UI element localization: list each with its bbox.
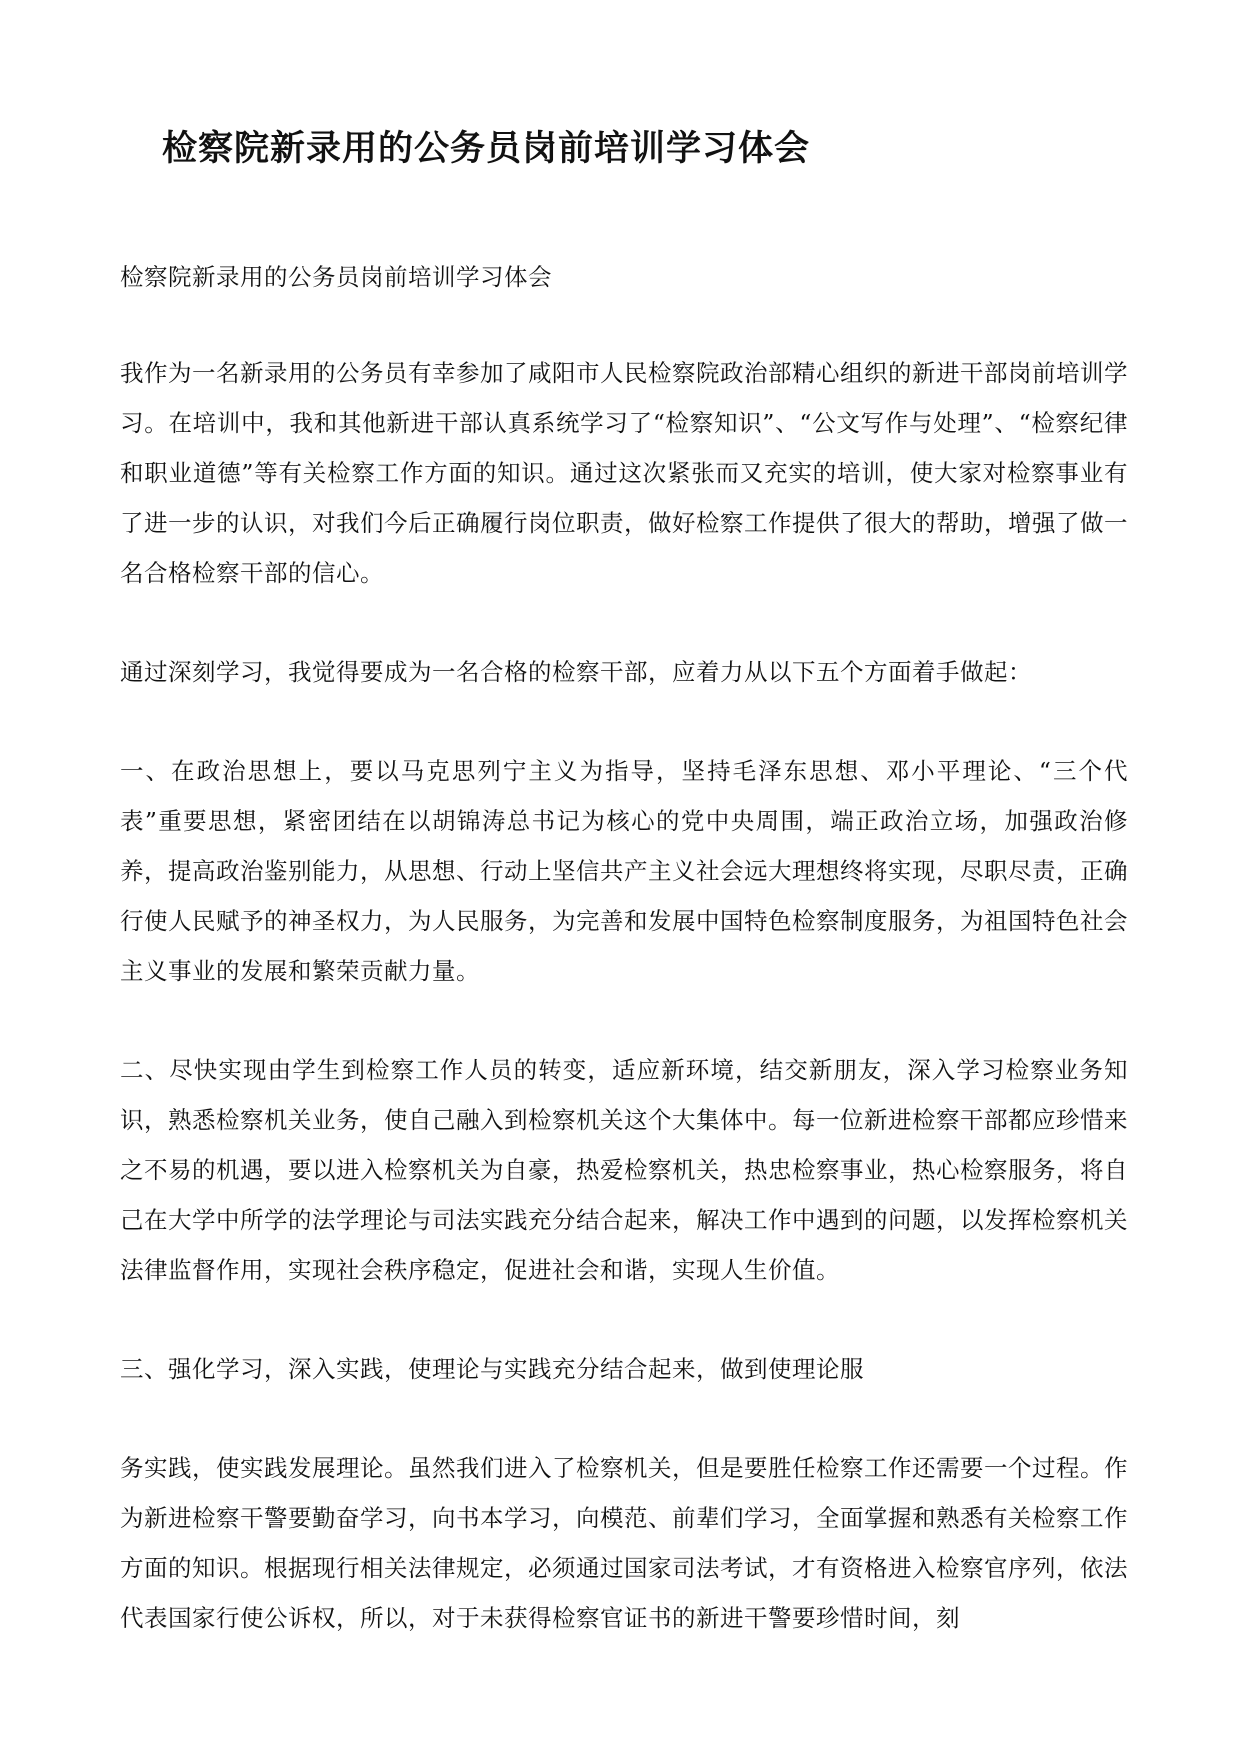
subtitle-paragraph: 检察院新录用的公务员岗前培训学习体会 bbox=[120, 263, 552, 291]
point-three-continuation-paragraph: 务实践，使实践发展理论。虽然我们进入了检察机关，但是要胜任检察工作还需要一个过程。作为新进检察干警要勤奋学习，向书本学习，向模范、前辈们学习，全面掌握和熟悉有关检察工作方面的知识。根据现行相关法律规定，必须通过国家司法考试，才有资格进入检察官序列，依法代表国家行使公诉权，所以，对于未获得检察官证书的新进干警要珍惜时间，刻 bbox=[120, 1454, 1128, 1632]
point-three-heading-paragraph: 三、强化学习，深入实践，使理论与实践充分结合起来，做到使理论服 bbox=[120, 1355, 864, 1383]
document-title: 检察院新录用的公务员岗前培训学习体会 bbox=[162, 128, 811, 169]
document-body bbox=[120, 252, 1128, 1692]
summary-paragraph: 通过深刻学习，我觉得要成为一名合格的检察干部，应着力从以下五个方面着手做起： bbox=[120, 658, 1032, 686]
intro-paragraph: 我作为一名新录用的公务员有幸参加了咸阳市人民检察院政治部精心组织的新进干部岗前培训学习。在培训中，我和其他新进干部认真系统学习了“检察知识”、“公文写作与处理”、“检察纪律和职业道德”等有关检察工作方面的知识。通过这次紧张而又充实的培训，使大家对检察事业有了进一步的认识，对我们今后正确履行岗位职责，做好检察工作提供了很大的帮助，增强了做一名合格检察干部的信心。 bbox=[120, 359, 1128, 587]
point-two-paragraph: 二、尽快实现由学生到检察工作人员的转变，适应新环境，结交新朋友，深入学习检察业务知识，熟悉检察机关业务，使自己融入到检察机关这个大集体中。每一位新进检察干部都应珍惜来之不易的机遇，要以进入检察机关为自豪，热爱检察机关，热忠检察事业，热心检察服务，将自己在大学中所学的法学理论与司法实践充分结合起来，解决工作中遇到的问题，以发挥检察机关法律监督作用，实现社会秩序稳定，促进社会和谐，实现人生价值。 bbox=[120, 1056, 1128, 1284]
point-one-paragraph: 一、在政治思想上，要以马克思列宁主义为指导，坚持毛泽东思想、邓小平理论、“三个代表”重要思想，紧密团结在以胡锦涛总书记为核心的党中央周围，端正政治立场，加强政治修养，提高政治鉴别能力，从思想、行动上坚信共产主义社会远大理想终将实现，尽职尽责，正确行使人民赋予的神圣权力，为人民服务，为完善和发展中国特色检察制度服务，为祖国特色社会主义事业的发展和繁荣贡献力量。 bbox=[120, 757, 1128, 985]
